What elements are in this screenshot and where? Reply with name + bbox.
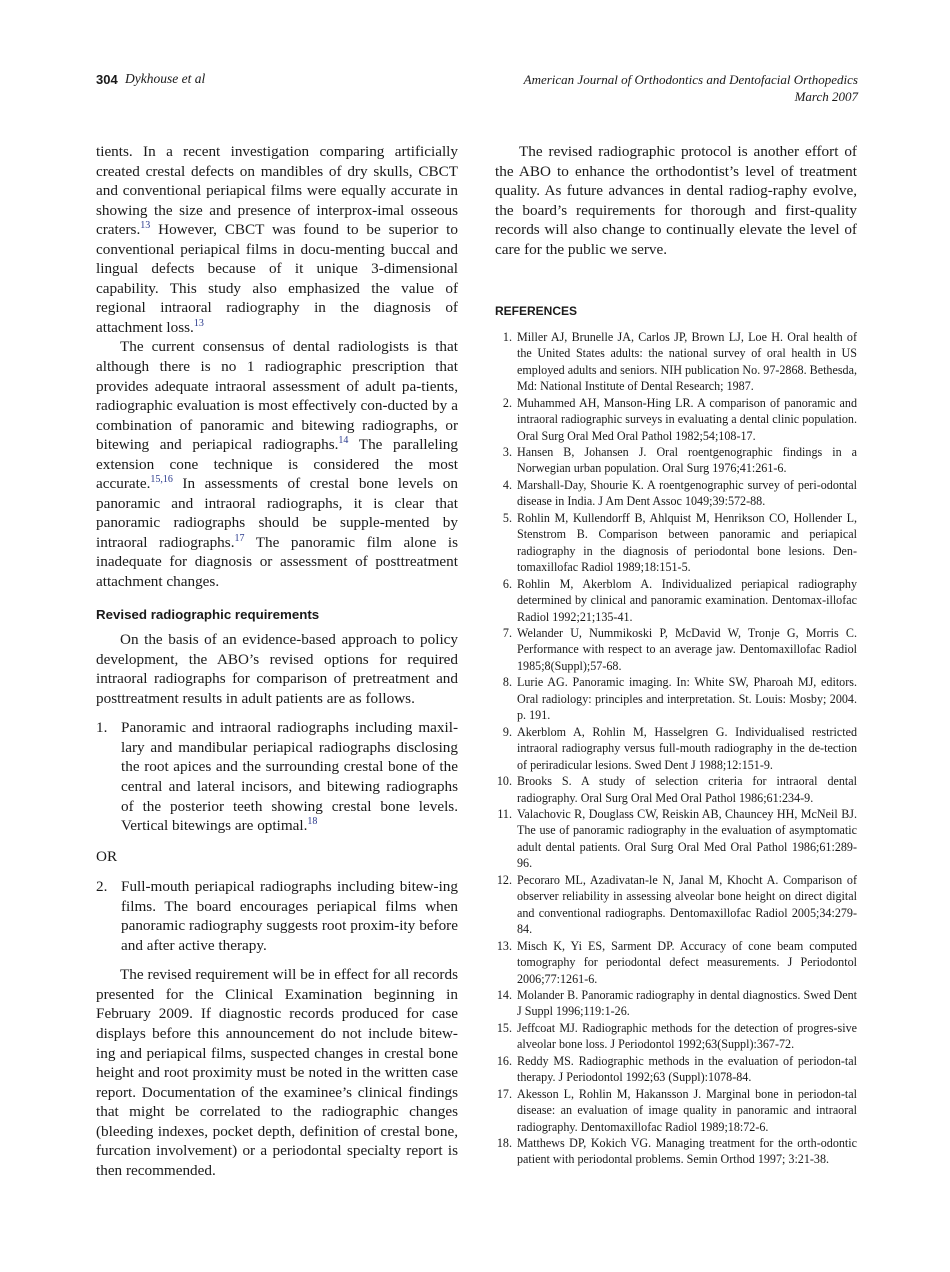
- citation-link[interactable]: 13: [193, 317, 204, 329]
- reference-text: Valachovic R, Douglass CW, Reiskin AB, Chauncey HH, McNeil BJ. The use of panoramic radiography in the evaluation of asymptomatic adult dental patients. Oral Surg Oral Med Oral Pathol 1986;61:289-96.: [517, 806, 857, 871]
- reference-text: Marshall-Day, Shourie K. A roentgenographic survey of peri-odontal disease in India. J Am Dent Assoc 1049;39:572-88.: [517, 477, 857, 509]
- journal-info: [524, 71, 858, 105]
- reference-item: [495, 1086, 857, 1135]
- text-run: tients. In a recent investigation comparing artificially created crestal defects on mandibles of dry skulls, CBCT and conventional periapical films were equally accurate in showing the size and presence of interprox-imal osseous craters.: [96, 143, 458, 239]
- reference-number: 15.: [496, 1020, 512, 1035]
- paragraph: The revised requirement will be in effect for all records presented for the Clinical Examination beginning in February 2009. If diagnostic records produced for case displays before this announcement do not include bitew-ing and periapical films, suspected changes in crestal bone height and root proximity must be noted in the written case report. Documentation of the examinee’s clinical findings that might be correlated to the radiographic changes (bleeding indexes, pocket depth, definition of crestal bone, furcation involvement) or a periodontal specialty report is then recommended.: [96, 966, 458, 1179]
- reference-text: Reddy MS. Radiographic methods in the evaluation of periodon-tal therapy. J Periodontol 1992;63 (Suppl):1078-84.: [517, 1053, 857, 1085]
- issue-date: March 2007: [794, 89, 858, 104]
- text-run: The panoramic film alone is inadequate for diagnosis or assessment of posttreatment attachment changes.: [96, 533, 459, 591]
- citation-link[interactable]: 13: [140, 220, 151, 232]
- reference-text: Rohlin M, Kullendorff B, Ahlquist M, Henrikson CO, Hollender L, Stenstrom B. Comparison between panoramic and periapical radiography in the diagnosis of periodontal bone lesions. Den-tomaxillofac Radiol 1989;18:151-5.: [517, 510, 857, 575]
- requirements-list: [96, 877, 458, 955]
- reference-item: [495, 1053, 857, 1086]
- reference-text: Miller AJ, Brunelle JA, Carlos JP, Brown LJ, Loe H. Oral health of the United States adults: the national survey of oral health in US employed adults and seniors. NIH publication No. 97-2868. Bethesda, Md: National Institute of Dental Research; 1987.: [517, 329, 857, 394]
- citation-link[interactable]: 15,16: [150, 474, 173, 486]
- citation-link[interactable]: 14: [338, 435, 349, 447]
- right-column: [495, 142, 857, 1168]
- reference-text: Brooks S. A study of selection criteria for intraoral dental radiography. Oral Surg Oral Med Oral Pathol 1986;61:234-9.: [517, 774, 857, 805]
- reference-number: 17.: [496, 1086, 512, 1101]
- running-authors: Dykhouse et al: [125, 71, 206, 86]
- reference-number: 16.: [496, 1053, 512, 1068]
- citation-link[interactable]: 17: [234, 532, 245, 544]
- reference-number: 9.: [502, 724, 512, 739]
- reference-number: 14.: [496, 987, 512, 1002]
- reference-item: [495, 625, 857, 674]
- reference-item: [495, 674, 857, 723]
- reference-number: 10.: [496, 774, 512, 789]
- reference-number: 7.: [502, 625, 512, 640]
- text-run: However, CBCT was found to be superior to conventional periapical films in docu-menting buccal and lingual defects because of it unique 3-dimensional capability. This study also emphasized the value of regional intraoral radiography in the diagnosis of attachment loss.: [96, 221, 458, 336]
- reference-item: [495, 872, 857, 938]
- reference-item: [495, 773, 857, 806]
- reference-text: Matthews DP, Kokich VG. Managing treatment for the orth-odontic patient with periodontal problems. Semin Orthod 1997; 3:21-38.: [517, 1136, 857, 1167]
- reference-text: Jeffcoat MJ. Radiographic methods for the detection of progres-sive alveolar bone loss. J Periodontol 1992;63(Suppl):367-72.: [517, 1020, 857, 1052]
- reference-item: [495, 1135, 857, 1168]
- reference-item: [495, 1020, 857, 1053]
- list-number: 1.: [96, 719, 108, 737]
- reference-item: [495, 576, 857, 625]
- reference-number: 6.: [502, 576, 512, 591]
- citation-link[interactable]: 18: [307, 816, 318, 828]
- reference-item: [495, 395, 857, 444]
- requirements-list: [96, 718, 458, 835]
- text-run: In assessments of crestal bone levels on panoramic and intraoral radiographs, it is clear that panoramic radiographs should be supple-mented by intraoral radiographs.: [96, 475, 458, 551]
- left-column: [96, 142, 458, 1180]
- paragraph: [96, 337, 458, 591]
- reference-item: [495, 987, 857, 1020]
- paragraph: On the basis of an evidence-based approach to policy development, the ABO’s revised options for required intraoral radiographs for comparison of pretreatment and posttreatment results in adult patients are as follows.: [96, 631, 458, 707]
- reference-text: Molander B. Panoramic radiography in dental diagnostics. Swed Dent J Suppl 1996;119:1-26.: [517, 987, 857, 1019]
- reference-number: 2.: [502, 395, 512, 410]
- reference-item: [495, 329, 857, 395]
- reference-text: Lurie AG. Panoramic imaging. In: White SW, Pharoah MJ, editors. Oral radiology: principles and interpretation. St. Louis: Mosby; 2004. p. 191.: [517, 675, 857, 723]
- reference-number: 11.: [497, 806, 512, 821]
- reference-number: 4.: [502, 477, 512, 492]
- reference-text: Akerblom A, Rohlin M, Hasselgren G. Individualised restricted intraoral radiography versus full-mouth radiography in the de-tection of periradicular lesions. Swed Dent J 1988;12:151-9.: [517, 724, 857, 772]
- reference-number: 13.: [496, 938, 512, 953]
- reference-number: 1.: [502, 329, 512, 344]
- reference-text: Misch K, Yi ES, Sarment DP. Accuracy of cone beam computed tomography for periodontal defect measurements. J Periodontol 2006;77:1261-6.: [517, 938, 857, 986]
- reference-item: [495, 938, 857, 987]
- or-separator: OR: [96, 847, 118, 865]
- reference-number: 18.: [496, 1136, 512, 1151]
- reference-text: Hansen B, Johansen J. Oral roentgenographic findings in a Norwegian urban population. Oral Surg 1976;41:261-6.: [517, 445, 857, 476]
- reference-number: 3.: [502, 445, 512, 459]
- list-text: Full-mouth periapical radiographs including bitew-ing films. The board encourages periapical films when panoramic radiography suggests root proxim-ity before and after active therapy.: [121, 878, 458, 954]
- paragraph: [96, 142, 458, 337]
- reference-item: [495, 477, 857, 510]
- reference-text: Akesson L, Rohlin M, Hakansson J. Marginal bone in periodon-tal disease: an evaluation of image quality in panoramic and intraoral radiography. Dentomaxillofac Radiol 1989;18:72-6.: [517, 1086, 857, 1134]
- text-run: The current consensus of dental radiologists is that although there is no 1 radiographic prescription that provides adequate intraoral assessment of adult pa-tients, radiographic evaluation is most effectively con-ducted by a combination of panoramic and bitewing radiographs, or bitewing and periapical radiographs.: [96, 338, 458, 454]
- list-item: [96, 718, 458, 835]
- references-list: [495, 329, 857, 1168]
- reference-text: Pecoraro ML, Azadivatan-le N, Janal M, Khocht A. Comparison of observer reliability in assessing alveolar bone height on direct digital and conventional radiographs. Dentomaxillofac Radiol 2005;34:279-84.: [517, 872, 857, 937]
- list-number: 2.: [96, 878, 108, 896]
- list-item: [96, 877, 458, 955]
- reference-text: Muhammed AH, Manson-Hing LR. A comparison of panoramic and intraoral radiographic surveys in evaluating a dental clinic population. Oral Surg Oral Med Oral Pathol 1982;54;108-17.: [517, 395, 857, 443]
- paragraph: The revised radiographic protocol is another effort of the ABO to enhance the orthodontist’s level of treatment quality. As future advances in dental radiog-raphy evolve, the board’s requirements for thorough and first-quality records will also change to continually elevate the level of care for the public we serve.: [495, 143, 857, 258]
- journal-title: American Journal of Orthodontics and Dentofacial Orthopedics: [523, 72, 858, 87]
- reference-item: [495, 724, 857, 773]
- reference-item: [495, 444, 857, 477]
- reference-text: Rohlin M, Akerblom A. Individualized periapical radiography determined by clinical and panoramic examination. Dentomax-illofac Radiol 1992;21;135-41.: [517, 576, 857, 624]
- page-number: 304: [96, 72, 118, 87]
- reference-text: Welander U, Nummikoski P, McDavid W, Tronje G, Morris C. Performance with respect to an average jaw. Dentomaxillofac Radiol 1985;8(Suppl);57-68.: [517, 625, 857, 673]
- reference-number: 5.: [502, 510, 512, 525]
- running-header: [96, 72, 858, 112]
- references-heading: REFERENCES: [495, 304, 578, 319]
- reference-number: 8.: [502, 675, 512, 690]
- text-run: The paralleling extension cone technique is considered the most accurate.: [96, 436, 458, 493]
- list-text: Panoramic and intraoral radiographs including maxil-lary and mandibular periapical radiographs disclosing the root apices and the surrounding crestal bone of the central and lateral incisors, and bitewing radiographs of the posterior teeth showing crestal bone levels. Vertical bitewings are optimal.: [121, 719, 458, 835]
- reference-item: [495, 510, 857, 576]
- reference-number: 12.: [496, 872, 512, 887]
- reference-item: [495, 806, 857, 872]
- section-heading: Revised radiographic requirements: [96, 606, 320, 622]
